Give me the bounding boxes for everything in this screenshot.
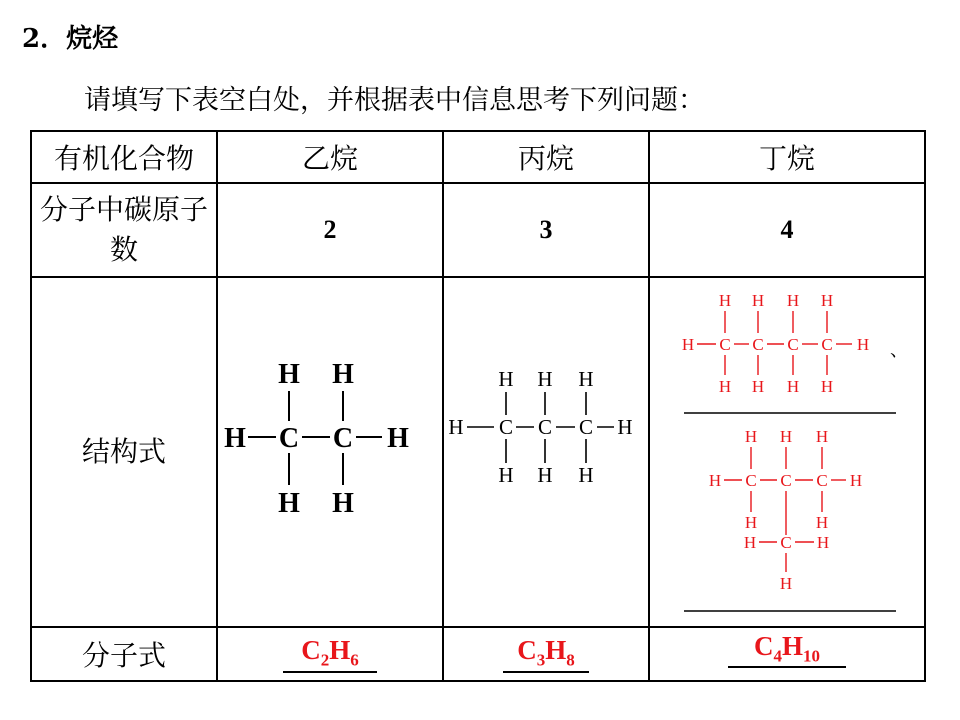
atom-label: H [856, 335, 870, 354]
table-row [31, 277, 925, 627]
ethane-structure [218, 279, 440, 625]
atom-label: C [498, 415, 514, 439]
structure-cell-ethane [217, 277, 443, 627]
row-label-formula: 分子式 [31, 627, 217, 681]
atom-label: H [786, 291, 800, 310]
atom-label: H [718, 291, 732, 310]
atom-label: H [498, 463, 514, 487]
atom-label: H [224, 423, 246, 454]
formula-cell-ethane [217, 627, 443, 681]
table-row [31, 183, 925, 277]
atom-label: C [787, 335, 799, 354]
atom-label: H [537, 367, 553, 391]
atom-label: H [849, 471, 863, 490]
separator-mark: 、 [890, 340, 908, 360]
atom-label: H [681, 335, 695, 354]
atom-label: H [498, 367, 514, 391]
col-header-propane: 丙烷 [443, 131, 649, 183]
atom-label: C [578, 415, 594, 439]
atom-label: H [751, 377, 765, 396]
atom-label: H [815, 427, 829, 446]
atom-label: C [745, 471, 757, 490]
row-label-structure: 结构式 [31, 277, 217, 627]
carbon-count-butane: 4 [649, 183, 925, 277]
atom-label: H [332, 359, 354, 390]
atom-label: C [752, 335, 764, 354]
atom-label: H [779, 574, 793, 593]
structure-cell-butane [649, 277, 925, 627]
formula-cell-propane [443, 627, 649, 681]
atom-label: C [780, 471, 792, 490]
atom-label: H [578, 463, 594, 487]
atom-label: H [278, 488, 300, 519]
propane-structure [444, 279, 646, 625]
row-label-compound: 有机化合物 [31, 131, 217, 183]
atom-label: H [578, 367, 594, 391]
formula-butane: $C_4H_{10}$ [728, 631, 846, 668]
atom-label: H [779, 427, 793, 446]
atom-label: H [744, 513, 758, 532]
atom-label: H [744, 427, 758, 446]
instruction-text: 请填写下表空白处，并根据表中信息思考下列问题： [84, 85, 705, 116]
formula-ethane: $C_2H_6$ [283, 635, 377, 672]
atom-label: C [278, 423, 300, 454]
atom-label: C [332, 423, 354, 454]
atom-label: H [448, 415, 464, 439]
atom-label: H [332, 488, 354, 519]
atom-label: C [537, 415, 553, 439]
formula-propane: $C_3H_8$ [503, 635, 589, 672]
carbon-count-ethane: 2 [217, 183, 443, 277]
row-label-carbon-count: 分子中碳原子数 [31, 183, 217, 277]
structure-cell-propane [443, 277, 649, 627]
atom-label: H [708, 471, 722, 490]
atom-label: H [617, 415, 633, 439]
formula-cell-butane [649, 627, 925, 681]
carbon-count-propane: 3 [443, 183, 649, 277]
atom-label: C [719, 335, 731, 354]
atom-label: C [821, 335, 833, 354]
atom-label: H [815, 513, 829, 532]
atom-label: H [537, 463, 553, 487]
atom-label: C [780, 533, 792, 552]
atom-label: H [820, 291, 834, 310]
col-header-ethane: 乙烷 [217, 131, 443, 183]
atom-label: H [820, 377, 834, 396]
atom-label: C [816, 471, 828, 490]
atom-label: H [278, 359, 300, 390]
atom-label: H [743, 533, 757, 552]
col-header-butane: 丁烷 [649, 131, 925, 183]
atom-label: H [751, 291, 765, 310]
table-row [31, 131, 925, 183]
atom-label: H [387, 423, 409, 454]
atom-label: H [786, 377, 800, 396]
alkane-table [30, 130, 926, 682]
butane-structures [650, 279, 922, 625]
section-heading: 2．烷烃 [22, 24, 119, 54]
table-row [31, 627, 925, 681]
atom-label: H [718, 377, 732, 396]
atom-label: H [816, 533, 830, 552]
